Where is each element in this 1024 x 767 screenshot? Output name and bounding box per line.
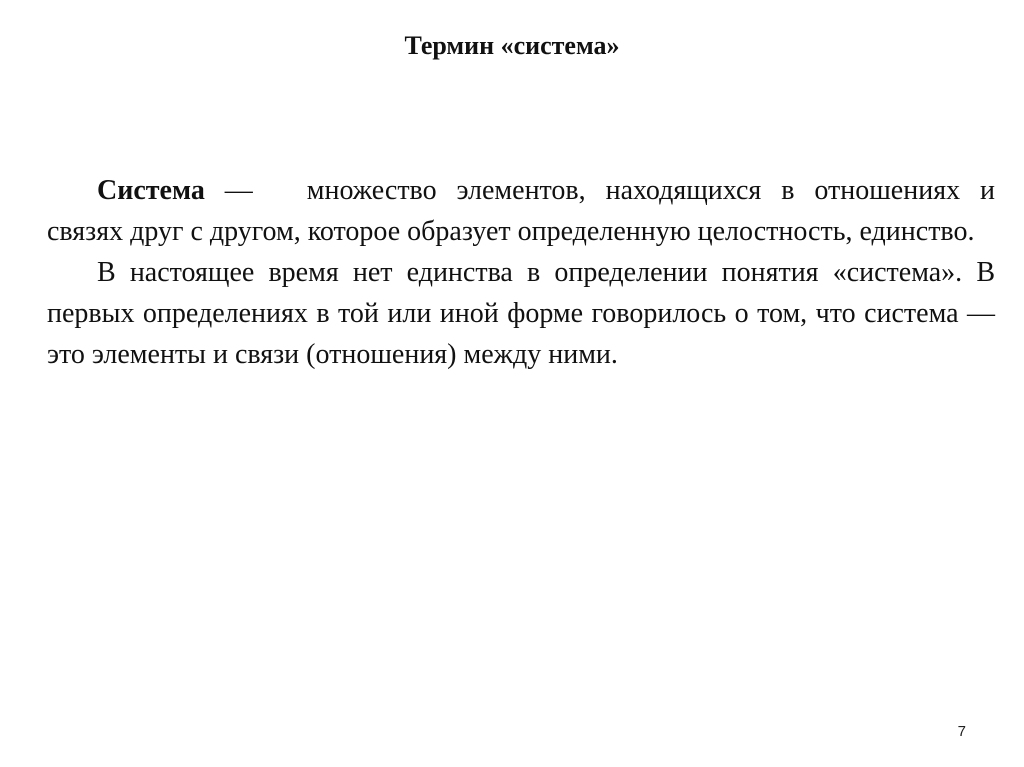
- slide-body: [47, 170, 995, 375]
- definition-text: множество элементов, находящихся в отношениях и связях друг с другом, которое образует определенную целостность, единство.: [47, 175, 995, 247]
- context-paragraph: [47, 252, 995, 375]
- definition-paragraph: [47, 170, 995, 252]
- page-number: 7: [957, 723, 966, 740]
- definition-dash: —: [224, 175, 253, 206]
- term-label: Система: [97, 175, 205, 206]
- context-text: В настоящее время нет единства в определении понятия «система». В первых определениях в той или иной форме говорилось о том, что система — это элементы и связи (отношения) между ними.: [47, 257, 995, 370]
- slide-title: Термин «система»: [404, 31, 620, 60]
